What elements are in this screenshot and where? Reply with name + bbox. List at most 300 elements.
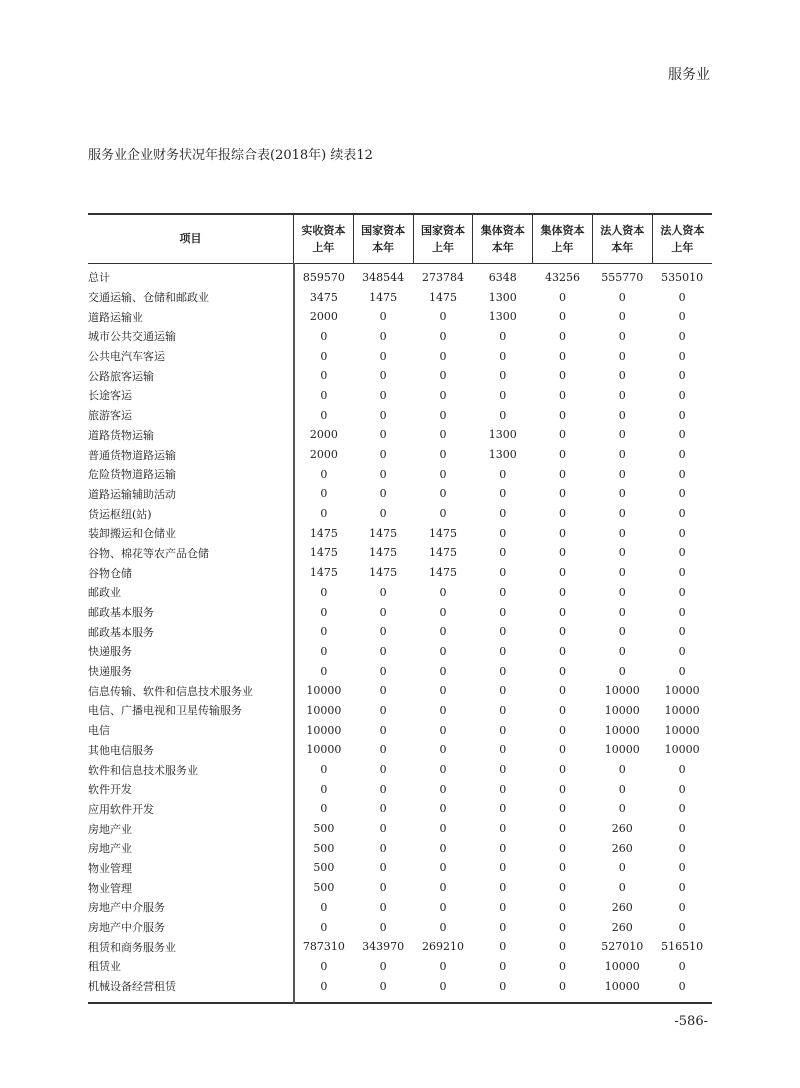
value-cell: 0 (439, 684, 447, 698)
item-label: 软件开发 (88, 779, 294, 799)
item-label: 谷物仓储 (88, 563, 294, 583)
item-label: 物业管理 (88, 858, 294, 878)
item-label: 软件和信息技术服务业 (88, 760, 294, 780)
value-cell: 0 (320, 487, 328, 501)
value-cell: 1475 (428, 566, 457, 580)
table-row (88, 543, 712, 563)
table-row (88, 287, 712, 307)
value-cell: 0 (379, 369, 387, 383)
value-cell: 0 (678, 959, 686, 973)
value-cell: 0 (678, 408, 686, 422)
value-cell: 0 (618, 763, 626, 777)
table-row (88, 799, 712, 819)
table-row (88, 858, 712, 878)
value-cell: 0 (559, 605, 567, 619)
value-cell: 0 (618, 349, 626, 363)
value-cell: 516510 (661, 940, 704, 954)
value-cell: 1475 (428, 526, 457, 540)
table-row (88, 720, 712, 740)
item-label: 总计 (88, 263, 294, 287)
value-cell: 0 (499, 507, 507, 521)
value-cell: 273784 (421, 270, 464, 284)
value-cell: 0 (499, 644, 507, 658)
value-cell: 0 (439, 329, 447, 343)
value-cell: 0 (499, 920, 507, 934)
value-cell: 0 (618, 605, 626, 619)
header-row (88, 214, 712, 263)
value-cell: 0 (439, 723, 447, 737)
value-cell: 10000 (604, 684, 640, 698)
item-label: 交通运输、仓储和邮政业 (88, 287, 294, 307)
value-cell: 0 (379, 822, 387, 836)
table-row (88, 327, 712, 347)
column-header: 实收资本 上年 (294, 214, 354, 263)
value-cell: 1475 (428, 546, 457, 560)
value-cell: 10000 (664, 703, 700, 717)
value-cell: 10000 (306, 703, 342, 717)
value-cell: 0 (499, 900, 507, 914)
value-cell: 0 (439, 408, 447, 422)
value-cell: 0 (678, 644, 686, 658)
value-cell: 0 (379, 684, 387, 698)
value-cell: 0 (678, 979, 686, 993)
item-label: 公共电汽车客运 (88, 346, 294, 366)
value-cell: 260 (611, 900, 633, 914)
value-cell: 0 (678, 625, 686, 639)
value-cell: 0 (559, 743, 567, 757)
value-cell: 260 (611, 920, 633, 934)
value-cell: 10000 (306, 723, 342, 737)
value-cell: 0 (678, 428, 686, 442)
table-row (88, 523, 712, 543)
item-label: 公路旅客运输 (88, 366, 294, 386)
value-cell: 0 (618, 546, 626, 560)
table-row (88, 346, 712, 366)
value-cell: 0 (499, 743, 507, 757)
value-cell: 1300 (488, 428, 517, 442)
value-cell: 10000 (604, 743, 640, 757)
value-cell: 0 (559, 959, 567, 973)
value-cell: 0 (320, 605, 328, 619)
table-row (88, 484, 712, 504)
value-cell: 0 (678, 349, 686, 363)
value-cell: 0 (320, 644, 328, 658)
value-cell: 0 (559, 349, 567, 363)
value-cell: 0 (439, 388, 447, 402)
value-cell: 0 (379, 881, 387, 895)
value-cell: 0 (320, 467, 328, 481)
value-cell: 0 (379, 428, 387, 442)
table-row (88, 779, 712, 799)
table-row (88, 681, 712, 701)
value-cell: 0 (439, 349, 447, 363)
item-label: 货运枢纽(站) (88, 504, 294, 524)
value-cell: 0 (678, 507, 686, 521)
value-cell: 0 (559, 526, 567, 540)
value-cell: 0 (559, 703, 567, 717)
value-cell: 0 (439, 487, 447, 501)
value-cell: 0 (499, 684, 507, 698)
value-cell: 0 (439, 979, 447, 993)
value-cell: 0 (618, 881, 626, 895)
table-row (88, 878, 712, 898)
value-cell: 0 (439, 841, 447, 855)
value-cell: 0 (439, 782, 447, 796)
item-label: 长途客运 (88, 386, 294, 406)
item-label: 租赁和商务服务业 (88, 937, 294, 957)
value-cell: 10000 (306, 743, 342, 757)
value-cell: 0 (499, 979, 507, 993)
value-cell: 0 (678, 782, 686, 796)
value-cell: 3475 (309, 290, 338, 304)
value-cell: 0 (499, 723, 507, 737)
value-cell: 0 (678, 881, 686, 895)
value-cell: 0 (499, 664, 507, 678)
value-cell: 10000 (664, 743, 700, 757)
value-cell: 1475 (369, 290, 398, 304)
item-label: 电信 (88, 720, 294, 740)
value-cell: 6348 (488, 270, 517, 284)
item-label: 物业管理 (88, 878, 294, 898)
value-cell: 0 (379, 841, 387, 855)
value-cell: 500 (313, 841, 335, 855)
value-cell: 0 (559, 290, 567, 304)
value-cell: 0 (618, 585, 626, 599)
value-cell: 0 (559, 369, 567, 383)
table-row (88, 661, 712, 681)
value-cell: 0 (678, 369, 686, 383)
value-cell: 0 (559, 467, 567, 481)
table-row (88, 602, 712, 622)
value-cell: 0 (559, 408, 567, 422)
value-cell: 0 (379, 723, 387, 737)
value-cell: 43256 (545, 270, 581, 284)
value-cell: 0 (320, 408, 328, 422)
table-row (88, 819, 712, 839)
value-cell: 0 (499, 566, 507, 580)
table-row (88, 386, 712, 406)
value-cell: 0 (618, 369, 626, 383)
item-label: 邮政业 (88, 583, 294, 603)
item-label: 电信、广播电视和卫星传输服务 (88, 701, 294, 721)
value-cell: 0 (379, 507, 387, 521)
value-cell: 0 (320, 802, 328, 816)
value-cell: 1475 (309, 526, 338, 540)
value-cell: 0 (320, 369, 328, 383)
value-cell: 1300 (488, 310, 517, 324)
value-cell: 0 (678, 802, 686, 816)
value-cell: 0 (618, 448, 626, 462)
value-cell: 0 (618, 507, 626, 521)
value-cell: 0 (678, 448, 686, 462)
item-label: 快递服务 (88, 642, 294, 662)
item-label: 租赁业 (88, 957, 294, 977)
value-cell: 0 (678, 566, 686, 580)
item-label: 房地产业 (88, 819, 294, 839)
value-cell: 0 (499, 959, 507, 973)
value-cell: 0 (499, 861, 507, 875)
value-cell: 0 (439, 310, 447, 324)
value-cell: 1300 (488, 448, 517, 462)
table-row (88, 701, 712, 721)
table-row (88, 957, 712, 977)
value-cell: 1475 (369, 546, 398, 560)
financial-table (88, 213, 712, 1004)
value-cell: 1475 (369, 526, 398, 540)
value-cell: 0 (439, 644, 447, 658)
value-cell: 0 (320, 585, 328, 599)
value-cell: 0 (499, 369, 507, 383)
value-cell: 555770 (601, 270, 644, 284)
table-row (88, 622, 712, 642)
value-cell: 0 (618, 625, 626, 639)
item-label: 其他电信服务 (88, 740, 294, 760)
value-cell: 0 (439, 448, 447, 462)
value-cell: 0 (439, 467, 447, 481)
value-cell: 0 (439, 369, 447, 383)
value-cell: 2000 (309, 448, 338, 462)
value-cell: 0 (320, 900, 328, 914)
value-cell: 0 (559, 900, 567, 914)
value-cell: 0 (379, 703, 387, 717)
value-cell: 0 (439, 861, 447, 875)
value-cell: 10000 (306, 684, 342, 698)
value-cell: 10000 (664, 723, 700, 737)
value-cell: 0 (439, 625, 447, 639)
value-cell: 0 (618, 388, 626, 402)
value-cell: 500 (313, 822, 335, 836)
value-cell: 0 (499, 802, 507, 816)
value-cell: 0 (379, 487, 387, 501)
value-cell: 0 (499, 822, 507, 836)
table-row (88, 937, 712, 957)
value-cell: 0 (559, 979, 567, 993)
value-cell: 0 (379, 585, 387, 599)
value-cell: 0 (678, 290, 686, 304)
value-cell: 0 (499, 388, 507, 402)
value-cell: 1475 (309, 566, 338, 580)
value-cell: 0 (379, 644, 387, 658)
value-cell: 0 (559, 388, 567, 402)
item-label: 快递服务 (88, 661, 294, 681)
item-label: 信息传输、软件和信息技术服务业 (88, 681, 294, 701)
value-cell: 0 (499, 605, 507, 619)
value-cell: 787310 (302, 940, 345, 954)
value-cell: 0 (618, 408, 626, 422)
table-row (88, 583, 712, 603)
table-row (88, 838, 712, 858)
table-row (88, 563, 712, 583)
value-cell: 0 (439, 585, 447, 599)
value-cell: 0 (379, 448, 387, 462)
running-header: 服务业 (668, 67, 710, 83)
item-label: 普通货物道路运输 (88, 445, 294, 465)
value-cell: 0 (499, 329, 507, 343)
value-cell: 1475 (428, 290, 457, 304)
value-cell: 0 (559, 782, 567, 796)
value-cell: 2000 (309, 310, 338, 324)
value-cell: 0 (559, 841, 567, 855)
value-cell: 0 (499, 763, 507, 777)
value-cell: 0 (678, 664, 686, 678)
value-cell: 0 (559, 861, 567, 875)
value-cell: 10000 (604, 959, 640, 973)
page-number: -586- (674, 1014, 708, 1029)
value-cell: 0 (559, 644, 567, 658)
value-cell: 0 (379, 605, 387, 619)
value-cell: 0 (499, 841, 507, 855)
item-label: 城市公共交通运输 (88, 327, 294, 347)
table-row (88, 425, 712, 445)
value-cell: 0 (379, 310, 387, 324)
value-cell: 0 (678, 585, 686, 599)
value-cell: 0 (320, 329, 328, 343)
value-cell: 10000 (604, 703, 640, 717)
value-cell: 0 (439, 900, 447, 914)
value-cell: 0 (559, 920, 567, 934)
item-label: 应用软件开发 (88, 799, 294, 819)
value-cell: 0 (379, 625, 387, 639)
value-cell: 0 (618, 428, 626, 442)
value-cell: 0 (559, 585, 567, 599)
value-cell: 0 (559, 428, 567, 442)
value-cell: 0 (379, 349, 387, 363)
value-cell: 0 (618, 861, 626, 875)
value-cell: 0 (439, 881, 447, 895)
value-cell: 0 (439, 703, 447, 717)
column-header: 集体资本 上年 (533, 214, 593, 263)
value-cell: 859570 (302, 270, 345, 284)
value-cell: 0 (618, 290, 626, 304)
value-cell: 0 (499, 782, 507, 796)
item-label: 危险货物道路运输 (88, 464, 294, 484)
value-cell: 0 (618, 664, 626, 678)
value-cell: 0 (379, 388, 387, 402)
item-label: 邮政基本服务 (88, 622, 294, 642)
value-cell: 269210 (421, 940, 464, 954)
value-cell: 0 (678, 329, 686, 343)
value-cell: 0 (618, 802, 626, 816)
value-cell: 260 (611, 822, 633, 836)
table-title: 服务业企业财务状况年报综合表(2018年) 续表12 (88, 148, 373, 163)
table-row (88, 898, 712, 918)
value-cell: 0 (379, 664, 387, 678)
value-cell: 0 (559, 664, 567, 678)
value-cell: 0 (320, 782, 328, 796)
value-cell: 0 (678, 841, 686, 855)
item-label: 邮政基本服务 (88, 602, 294, 622)
value-cell: 0 (499, 585, 507, 599)
item-label: 房地产业 (88, 838, 294, 858)
value-cell: 0 (499, 467, 507, 481)
value-cell: 0 (379, 467, 387, 481)
value-cell: 0 (439, 664, 447, 678)
value-cell: 0 (320, 664, 328, 678)
value-cell: 10000 (604, 723, 640, 737)
value-cell: 0 (320, 349, 328, 363)
value-cell: 0 (618, 487, 626, 501)
value-cell: 0 (559, 546, 567, 560)
table-row (88, 464, 712, 484)
value-cell: 0 (618, 467, 626, 481)
value-cell: 1475 (369, 566, 398, 580)
value-cell: 0 (499, 881, 507, 895)
value-cell: 0 (379, 802, 387, 816)
column-header: 法人资本 本年 (592, 214, 652, 263)
table-row (88, 917, 712, 937)
value-cell: 0 (559, 940, 567, 954)
value-cell: 0 (618, 644, 626, 658)
value-cell: 0 (618, 310, 626, 324)
value-cell: 0 (320, 763, 328, 777)
value-cell: 0 (678, 546, 686, 560)
value-cell: 260 (611, 841, 633, 855)
value-cell: 0 (320, 959, 328, 973)
value-cell: 0 (499, 487, 507, 501)
value-cell: 0 (499, 349, 507, 363)
value-cell: 2000 (309, 428, 338, 442)
value-cell: 0 (499, 546, 507, 560)
item-label: 道路运输业 (88, 307, 294, 327)
value-cell: 0 (379, 408, 387, 422)
column-header: 国家资本 上年 (413, 214, 473, 263)
value-cell: 0 (320, 625, 328, 639)
value-cell: 1475 (309, 546, 338, 560)
value-cell: 343970 (362, 940, 405, 954)
value-cell: 0 (499, 625, 507, 639)
value-cell: 10000 (664, 684, 700, 698)
table-row (88, 642, 712, 662)
value-cell: 1300 (488, 290, 517, 304)
item-label: 装卸搬运和仓储业 (88, 523, 294, 543)
item-label: 道路运输辅助活动 (88, 484, 294, 504)
column-header: 集体资本 本年 (473, 214, 533, 263)
column-header: 国家资本 本年 (353, 214, 413, 263)
value-cell: 0 (559, 684, 567, 698)
value-cell: 0 (499, 408, 507, 422)
value-cell: 0 (379, 763, 387, 777)
value-cell: 0 (379, 979, 387, 993)
item-label: 机械设备经营租赁 (88, 976, 294, 1003)
value-cell: 0 (678, 467, 686, 481)
value-cell: 0 (439, 605, 447, 619)
value-cell: 0 (439, 743, 447, 757)
value-cell: 0 (618, 782, 626, 796)
column-header: 项目 (179, 232, 202, 246)
value-cell: 0 (559, 507, 567, 521)
value-cell: 0 (379, 900, 387, 914)
value-cell: 0 (678, 526, 686, 540)
value-cell: 527010 (601, 940, 644, 954)
value-cell: 0 (559, 329, 567, 343)
value-cell: 0 (320, 979, 328, 993)
value-cell: 0 (499, 526, 507, 540)
item-label: 道路货物运输 (88, 425, 294, 445)
value-cell: 0 (379, 959, 387, 973)
item-label: 房地产中介服务 (88, 917, 294, 937)
value-cell: 0 (678, 763, 686, 777)
table-row (88, 405, 712, 425)
table-row (88, 504, 712, 524)
value-cell: 500 (313, 861, 335, 875)
value-cell: 0 (320, 920, 328, 934)
column-header: 法人资本 上年 (652, 214, 712, 263)
table-row (88, 445, 712, 465)
table-row (88, 307, 712, 327)
value-cell: 0 (379, 329, 387, 343)
value-cell: 0 (439, 507, 447, 521)
value-cell: 0 (320, 507, 328, 521)
